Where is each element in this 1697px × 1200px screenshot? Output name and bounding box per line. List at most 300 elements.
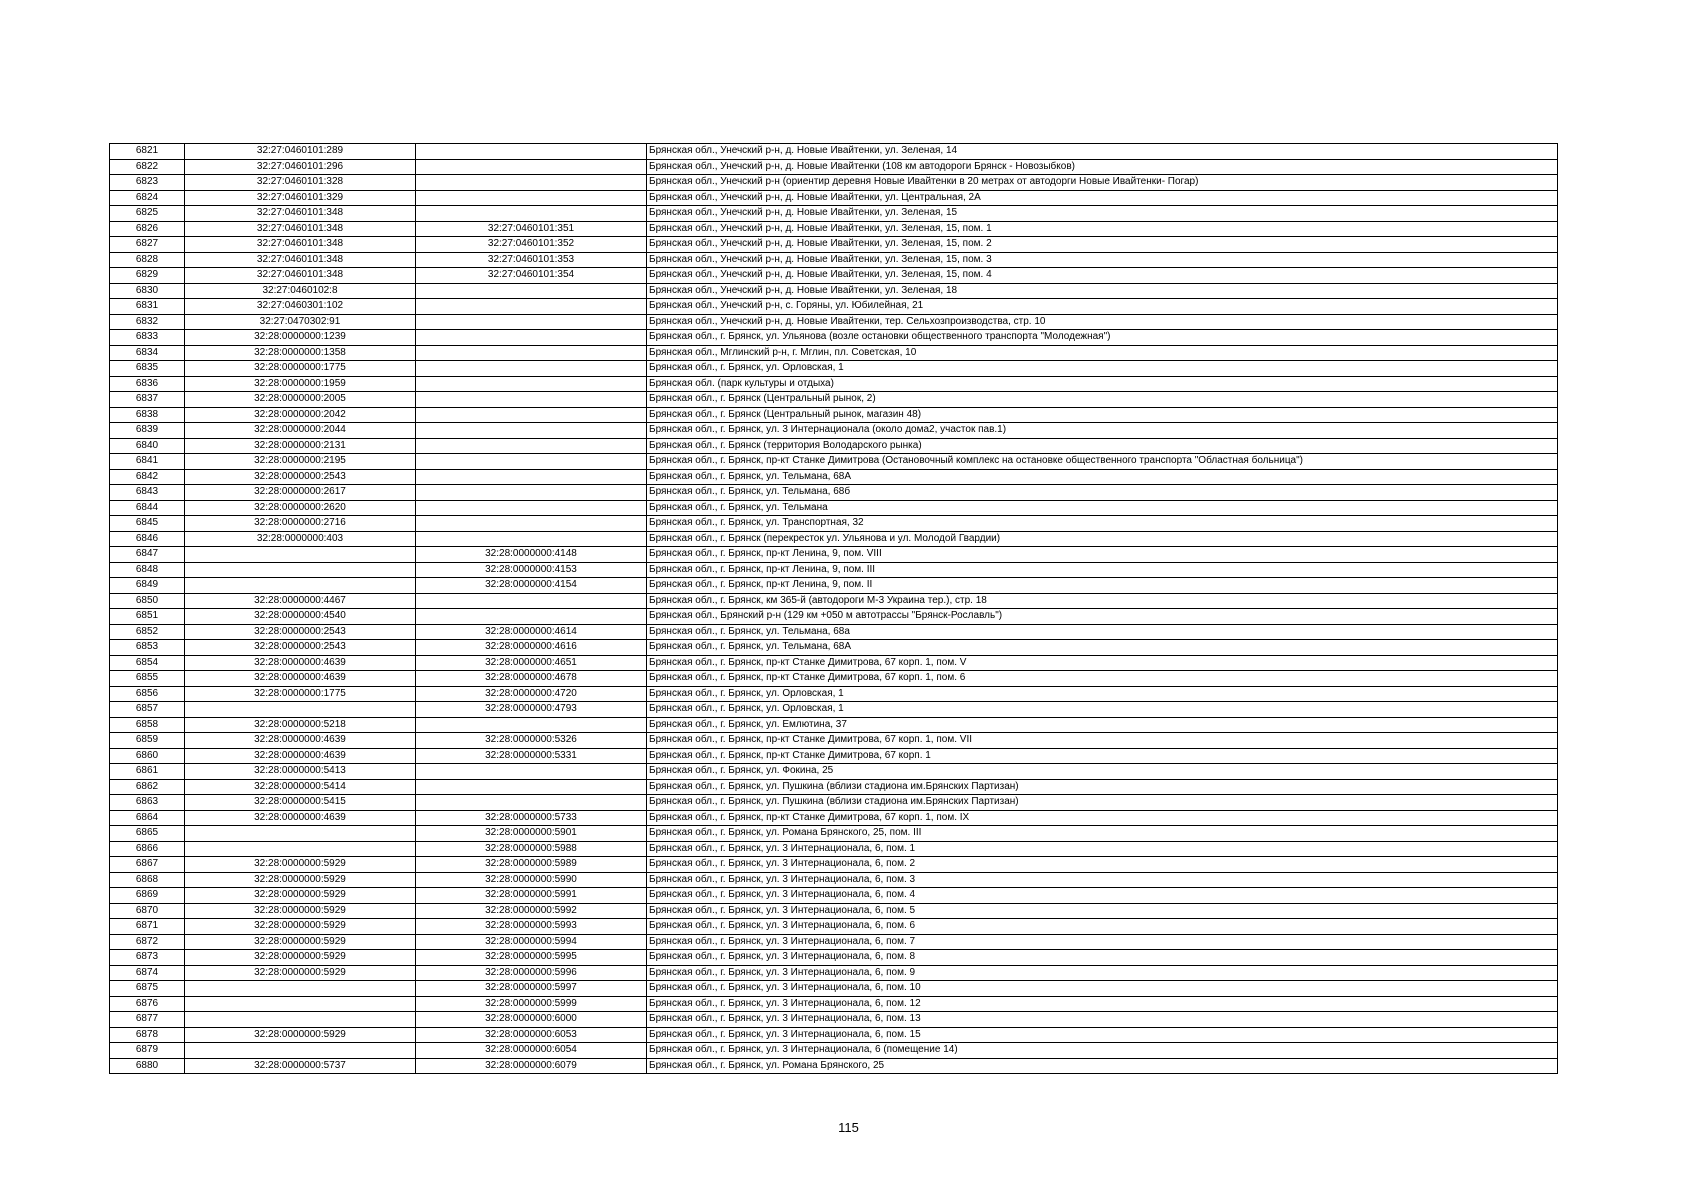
- address-cell: Брянская обл., Унечский р-н, д. Новые Ивайтенки, ул. Зеленая, 14: [647, 144, 1558, 160]
- address-cell: Брянская обл., г. Брянск, ул. Емлютина, 37: [647, 717, 1558, 733]
- address-cell: Брянская обл., Унечский р-н, д. Новые Ивайтенки, тер. Сельхозпроизводства, стр. 10: [647, 314, 1558, 330]
- row-number-cell: 6880: [110, 1058, 185, 1074]
- cadastral-number-cell: 32:28:0000000:5218: [185, 717, 416, 733]
- table-row: [110, 268, 1558, 284]
- cadastral-number-cell: 32:28:0000000:2195: [185, 454, 416, 470]
- cadastral-number-cell: 32:28:0000000:4639: [185, 733, 416, 749]
- row-number-cell: 6862: [110, 779, 185, 795]
- address-cell: Брянская обл., г. Брянск, ул. 3 Интернационала (около дома2, участок пав.1): [647, 423, 1558, 439]
- row-number-cell: 6869: [110, 888, 185, 904]
- address-cell: Брянская обл., г. Брянск, ул. Пушкина (вблизи стадиона им.Брянских Партизан): [647, 779, 1558, 795]
- cadastral-number-cell: 32:28:0000000:2543: [185, 624, 416, 640]
- object-cadastral-number-cell: 32:28:0000000:5995: [416, 950, 647, 966]
- row-number-cell: 6856: [110, 686, 185, 702]
- object-cadastral-number-cell: 32:28:0000000:5996: [416, 965, 647, 981]
- object-cadastral-number-cell: [416, 454, 647, 470]
- row-number-cell: 6848: [110, 562, 185, 578]
- address-cell: Брянская обл., Унечский р-н, д. Новые Ивайтенки, ул. Зеленая, 15, пом. 4: [647, 268, 1558, 284]
- object-cadastral-number-cell: 32:27:0460101:352: [416, 237, 647, 253]
- table-row: [110, 159, 1558, 175]
- row-number-cell: 6831: [110, 299, 185, 315]
- table-row: [110, 748, 1558, 764]
- cadastral-number-cell: [185, 1012, 416, 1028]
- row-number-cell: 6842: [110, 469, 185, 485]
- address-cell: Брянская обл., г. Брянск, пр-кт Станке Димитрова, 67 корп. 1, пом. VII: [647, 733, 1558, 749]
- cadastral-number-cell: 32:27:0460101:348: [185, 237, 416, 253]
- address-cell: Брянская обл., г. Брянск, ул. 3 Интернационала, 6, пом. 7: [647, 934, 1558, 950]
- table-row: [110, 624, 1558, 640]
- address-cell: Брянская обл., г. Брянск, ул. Пушкина (вблизи стадиона им.Брянских Партизан): [647, 795, 1558, 811]
- object-cadastral-number-cell: 32:27:0460101:354: [416, 268, 647, 284]
- table-row: [110, 872, 1558, 888]
- table-row: [110, 376, 1558, 392]
- object-cadastral-number-cell: 32:28:0000000:4651: [416, 655, 647, 671]
- table-row: [110, 547, 1558, 563]
- address-cell: Брянская обл., г. Брянск, ул. 3 Интернационала, 6, пом. 6: [647, 919, 1558, 935]
- address-cell: Брянская обл., г. Брянск (Центральный рынок, магазин 48): [647, 407, 1558, 423]
- cadastral-number-cell: 32:28:0000000:5929: [185, 919, 416, 935]
- cadastral-number-cell: 32:28:0000000:5929: [185, 965, 416, 981]
- object-cadastral-number-cell: [416, 392, 647, 408]
- object-cadastral-number-cell: [416, 423, 647, 439]
- object-cadastral-number-cell: 32:28:0000000:4793: [416, 702, 647, 718]
- row-number-cell: 6849: [110, 578, 185, 594]
- object-cadastral-number-cell: 32:28:0000000:5997: [416, 981, 647, 997]
- row-number-cell: 6873: [110, 950, 185, 966]
- cadastral-number-cell: 32:28:0000000:5929: [185, 934, 416, 950]
- row-number-cell: 6822: [110, 159, 185, 175]
- row-number-cell: 6836: [110, 376, 185, 392]
- cadastral-number-cell: 32:28:0000000:5929: [185, 872, 416, 888]
- address-cell: Брянская обл., г. Брянск (Центральный рынок, 2): [647, 392, 1558, 408]
- table-row: [110, 469, 1558, 485]
- cadastral-number-cell: 32:28:0000000:5415: [185, 795, 416, 811]
- table-row: [110, 516, 1558, 532]
- address-cell: Брянская обл., г. Брянск, ул. Тельмана, 68А: [647, 469, 1558, 485]
- row-number-cell: 6863: [110, 795, 185, 811]
- cadastral-number-cell: [185, 981, 416, 997]
- row-number-cell: 6852: [110, 624, 185, 640]
- registry-table: [109, 143, 1558, 1074]
- cadastral-number-cell: 32:28:0000000:5414: [185, 779, 416, 795]
- cadastral-number-cell: 32:28:0000000:4639: [185, 655, 416, 671]
- object-cadastral-number-cell: [416, 609, 647, 625]
- address-cell: Брянская обл., Брянский р-н (129 км +050 м автотрассы "Брянск-Рославль"): [647, 609, 1558, 625]
- object-cadastral-number-cell: 32:28:0000000:5331: [416, 748, 647, 764]
- cadastral-number-cell: 32:28:0000000:5929: [185, 950, 416, 966]
- table-row: [110, 686, 1558, 702]
- cadastral-number-cell: [185, 562, 416, 578]
- address-cell: Брянская обл., г. Брянск, ул. 3 Интернационала, 6, пом. 13: [647, 1012, 1558, 1028]
- cadastral-number-cell: 32:27:0460101:348: [185, 268, 416, 284]
- address-cell: Брянская обл., Мглинский р-н, г. Мглин, пл. Советская, 10: [647, 345, 1558, 361]
- object-cadastral-number-cell: 32:28:0000000:6000: [416, 1012, 647, 1028]
- cadastral-number-cell: 32:27:0460301:102: [185, 299, 416, 315]
- cadastral-number-cell: 32:28:0000000:5737: [185, 1058, 416, 1074]
- object-cadastral-number-cell: 32:27:0460101:353: [416, 252, 647, 268]
- object-cadastral-number-cell: 32:28:0000000:5733: [416, 810, 647, 826]
- cadastral-number-cell: 32:28:0000000:1775: [185, 686, 416, 702]
- cadastral-number-cell: [185, 841, 416, 857]
- table-body: [110, 144, 1558, 1074]
- address-cell: Брянская обл., г. Брянск (территория Володарского рынка): [647, 438, 1558, 454]
- cadastral-number-cell: 32:28:0000000:403: [185, 531, 416, 547]
- row-number-cell: 6871: [110, 919, 185, 935]
- table-row: [110, 919, 1558, 935]
- row-number-cell: 6878: [110, 1027, 185, 1043]
- table-row: [110, 578, 1558, 594]
- cadastral-number-cell: 32:28:0000000:4639: [185, 810, 416, 826]
- row-number-cell: 6826: [110, 221, 185, 237]
- table-row: [110, 392, 1558, 408]
- row-number-cell: 6844: [110, 500, 185, 516]
- address-cell: Брянская обл., г. Брянск, ул. 3 Интернационала, 6, пом. 4: [647, 888, 1558, 904]
- object-cadastral-number-cell: 32:28:0000000:5999: [416, 996, 647, 1012]
- cadastral-number-cell: 32:28:0000000:2617: [185, 485, 416, 501]
- object-cadastral-number-cell: [416, 299, 647, 315]
- table-row: [110, 221, 1558, 237]
- table-row: [110, 733, 1558, 749]
- object-cadastral-number-cell: [416, 407, 647, 423]
- table-row: [110, 795, 1558, 811]
- row-number-cell: 6877: [110, 1012, 185, 1028]
- address-cell: Брянская обл., г. Брянск, ул. 3 Интернационала, 6, пом. 10: [647, 981, 1558, 997]
- cadastral-number-cell: 32:28:0000000:1239: [185, 330, 416, 346]
- table-row: [110, 144, 1558, 160]
- row-number-cell: 6864: [110, 810, 185, 826]
- address-cell: Брянская обл., г. Брянск, ул. Фокина, 25: [647, 764, 1558, 780]
- cadastral-number-cell: 32:28:0000000:5929: [185, 888, 416, 904]
- cadastral-number-cell: 32:28:0000000:2131: [185, 438, 416, 454]
- object-cadastral-number-cell: [416, 438, 647, 454]
- address-cell: Брянская обл., г. Брянск, пр-кт Ленина, 9, пом. II: [647, 578, 1558, 594]
- address-cell: Брянская обл., Унечский р-н, д. Новые Ивайтенки, ул. Зеленая, 15, пом. 3: [647, 252, 1558, 268]
- row-number-cell: 6850: [110, 593, 185, 609]
- object-cadastral-number-cell: [416, 516, 647, 532]
- address-cell: Брянская обл., г. Брянск, пр-кт Ленина, 9, пом. III: [647, 562, 1558, 578]
- address-cell: Брянская обл., г. Брянск, пр-кт Станке Димитрова, 67 корп. 1: [647, 748, 1558, 764]
- address-cell: Брянская обл., г. Брянск, ул. Тельмана, 68А: [647, 640, 1558, 656]
- cadastral-number-cell: 32:27:0460102:8: [185, 283, 416, 299]
- table-row: [110, 640, 1558, 656]
- cadastral-number-cell: 32:27:0460101:348: [185, 252, 416, 268]
- object-cadastral-number-cell: [416, 283, 647, 299]
- cadastral-number-cell: 32:28:0000000:5929: [185, 903, 416, 919]
- row-number-cell: 6860: [110, 748, 185, 764]
- row-number-cell: 6837: [110, 392, 185, 408]
- cadastral-number-cell: [185, 547, 416, 563]
- table-row: [110, 206, 1558, 222]
- row-number-cell: 6834: [110, 345, 185, 361]
- object-cadastral-number-cell: 32:28:0000000:6079: [416, 1058, 647, 1074]
- object-cadastral-number-cell: [416, 345, 647, 361]
- address-cell: Брянская обл., Унечский р-н (ориентир деревня Новые Ивайтенки в 20 метрах от автодорги Новые Ивайтенки- Погар): [647, 175, 1558, 191]
- table-row: [110, 609, 1558, 625]
- row-number-cell: 6846: [110, 531, 185, 547]
- table-row: [110, 841, 1558, 857]
- object-cadastral-number-cell: 32:28:0000000:6054: [416, 1043, 647, 1059]
- row-number-cell: 6859: [110, 733, 185, 749]
- cadastral-number-cell: 32:28:0000000:2005: [185, 392, 416, 408]
- cadastral-number-cell: [185, 1043, 416, 1059]
- object-cadastral-number-cell: [416, 485, 647, 501]
- object-cadastral-number-cell: [416, 764, 647, 780]
- table-row: [110, 252, 1558, 268]
- address-cell: Брянская обл., Унечский р-н, д. Новые Ивайтенки, ул. Центральная, 2А: [647, 190, 1558, 206]
- address-cell: Брянская обл., г. Брянск, ул. Орловская, 1: [647, 361, 1558, 377]
- row-number-cell: 6828: [110, 252, 185, 268]
- object-cadastral-number-cell: 32:28:0000000:4148: [416, 547, 647, 563]
- object-cadastral-number-cell: [416, 500, 647, 516]
- cadastral-number-cell: 32:27:0460101:289: [185, 144, 416, 160]
- cadastral-number-cell: 32:28:0000000:2044: [185, 423, 416, 439]
- object-cadastral-number-cell: [416, 206, 647, 222]
- address-cell: Брянская обл., г. Брянск, ул. 3 Интернационала, 6, пом. 15: [647, 1027, 1558, 1043]
- object-cadastral-number-cell: 32:28:0000000:4154: [416, 578, 647, 594]
- table-row: [110, 562, 1558, 578]
- row-number-cell: 6866: [110, 841, 185, 857]
- cadastral-number-cell: 32:28:0000000:2543: [185, 640, 416, 656]
- cadastral-number-cell: 32:27:0460101:348: [185, 206, 416, 222]
- address-cell: Брянская обл., г. Брянск, пр-кт Станке Димитрова, 67 корп. 1, пом. IX: [647, 810, 1558, 826]
- row-number-cell: 6845: [110, 516, 185, 532]
- address-cell: Брянская обл., г. Брянск, ул. Орловская, 1: [647, 702, 1558, 718]
- object-cadastral-number-cell: 32:28:0000000:5991: [416, 888, 647, 904]
- table-row: [110, 531, 1558, 547]
- address-cell: Брянская обл., г. Брянск, ул. 3 Интернационала, 6, пом. 9: [647, 965, 1558, 981]
- row-number-cell: 6830: [110, 283, 185, 299]
- object-cadastral-number-cell: 32:27:0460101:351: [416, 221, 647, 237]
- row-number-cell: 6865: [110, 826, 185, 842]
- object-cadastral-number-cell: 32:28:0000000:5993: [416, 919, 647, 935]
- table-row: [110, 361, 1558, 377]
- row-number-cell: 6855: [110, 671, 185, 687]
- row-number-cell: 6838: [110, 407, 185, 423]
- row-number-cell: 6829: [110, 268, 185, 284]
- object-cadastral-number-cell: 32:28:0000000:5990: [416, 872, 647, 888]
- address-cell: Брянская обл., г. Брянск, пр-кт Станке Димитрова (Остановочный комплекс на остановке общественного транспорта "Областная больница"): [647, 454, 1558, 470]
- table-row: [110, 423, 1558, 439]
- row-number-cell: 6825: [110, 206, 185, 222]
- table-row: [110, 717, 1558, 733]
- cadastral-number-cell: 32:28:0000000:2620: [185, 500, 416, 516]
- cadastral-number-cell: 32:28:0000000:1775: [185, 361, 416, 377]
- table-row: [110, 950, 1558, 966]
- cadastral-number-cell: 32:28:0000000:1959: [185, 376, 416, 392]
- cadastral-number-cell: 32:28:0000000:4540: [185, 609, 416, 625]
- row-number-cell: 6872: [110, 934, 185, 950]
- cadastral-number-cell: 32:28:0000000:5929: [185, 857, 416, 873]
- row-number-cell: 6839: [110, 423, 185, 439]
- object-cadastral-number-cell: [416, 469, 647, 485]
- object-cadastral-number-cell: [416, 314, 647, 330]
- table-row: [110, 299, 1558, 315]
- address-cell: Брянская обл., г. Брянск (перекресток ул. Ульянова и ул. Молодой Гвардии): [647, 531, 1558, 547]
- object-cadastral-number-cell: [416, 144, 647, 160]
- table-row: [110, 702, 1558, 718]
- address-cell: Брянская обл., г. Брянск, ул. Романа Брянского, 25: [647, 1058, 1558, 1074]
- table-row: [110, 1043, 1558, 1059]
- row-number-cell: 6874: [110, 965, 185, 981]
- row-number-cell: 6832: [110, 314, 185, 330]
- cadastral-number-cell: 32:27:0460101:328: [185, 175, 416, 191]
- address-cell: Брянская обл., г. Брянск, ул. Тельмана, 68а: [647, 624, 1558, 640]
- row-number-cell: 6867: [110, 857, 185, 873]
- cadastral-number-cell: 32:27:0470302:91: [185, 314, 416, 330]
- table-row: [110, 283, 1558, 299]
- address-cell: Брянская обл., г. Брянск, пр-кт Ленина, 9, пом. VIII: [647, 547, 1558, 563]
- row-number-cell: 6853: [110, 640, 185, 656]
- cadastral-number-cell: [185, 702, 416, 718]
- page-number: 115: [838, 1120, 859, 1135]
- table-row: [110, 314, 1558, 330]
- address-cell: Брянская обл., г. Брянск, ул. 3 Интернационала, 6, пом. 8: [647, 950, 1558, 966]
- cadastral-number-cell: 32:28:0000000:2543: [185, 469, 416, 485]
- address-cell: Брянская обл. (парк культуры и отдыха): [647, 376, 1558, 392]
- row-number-cell: 6858: [110, 717, 185, 733]
- row-number-cell: 6833: [110, 330, 185, 346]
- table-row: [110, 454, 1558, 470]
- cadastral-number-cell: [185, 578, 416, 594]
- cadastral-number-cell: 32:28:0000000:4639: [185, 671, 416, 687]
- table-row: [110, 671, 1558, 687]
- cadastral-number-cell: 32:27:0460101:348: [185, 221, 416, 237]
- address-cell: Брянская обл., г. Брянск, ул. Ульянова (возле остановки общественного транспорта "Молодежная"): [647, 330, 1558, 346]
- table-row: [110, 810, 1558, 826]
- object-cadastral-number-cell: [416, 779, 647, 795]
- address-cell: Брянская обл., г. Брянск, ул. Тельмана: [647, 500, 1558, 516]
- row-number-cell: 6843: [110, 485, 185, 501]
- table-row: [110, 500, 1558, 516]
- address-cell: Брянская обл., Унечский р-н, с. Горяны, ул. Юбилейная, 21: [647, 299, 1558, 315]
- address-cell: Брянская обл., Унечский р-н, д. Новые Ивайтенки (108 км автодороги Брянск - Новозыбков): [647, 159, 1558, 175]
- table-row: [110, 934, 1558, 950]
- object-cadastral-number-cell: [416, 159, 647, 175]
- address-cell: Брянская обл., г. Брянск, ул. 3 Интернационала, 6, пом. 2: [647, 857, 1558, 873]
- address-cell: Брянская обл., Унечский р-н, д. Новые Ивайтенки, ул. Зеленая, 15, пом. 1: [647, 221, 1558, 237]
- cadastral-number-cell: 32:28:0000000:2042: [185, 407, 416, 423]
- row-number-cell: 6870: [110, 903, 185, 919]
- table-row: [110, 655, 1558, 671]
- row-number-cell: 6847: [110, 547, 185, 563]
- table-row: [110, 1058, 1558, 1074]
- table-row: [110, 888, 1558, 904]
- object-cadastral-number-cell: 32:28:0000000:6053: [416, 1027, 647, 1043]
- row-number-cell: 6821: [110, 144, 185, 160]
- row-number-cell: 6861: [110, 764, 185, 780]
- table-row: [110, 175, 1558, 191]
- object-cadastral-number-cell: [416, 190, 647, 206]
- object-cadastral-number-cell: 32:28:0000000:4616: [416, 640, 647, 656]
- table-row: [110, 1012, 1558, 1028]
- address-cell: Брянская обл., г. Брянск, ул. Тельмана, 68б: [647, 485, 1558, 501]
- address-cell: Брянская обл., Унечский р-н, д. Новые Ивайтенки, ул. Зеленая, 18: [647, 283, 1558, 299]
- object-cadastral-number-cell: 32:28:0000000:4720: [416, 686, 647, 702]
- object-cadastral-number-cell: 32:28:0000000:5994: [416, 934, 647, 950]
- address-cell: Брянская обл., г. Брянск, ул. 3 Интернационала, 6, пом. 12: [647, 996, 1558, 1012]
- address-cell: Брянская обл., г. Брянск, ул. Транспортная, 32: [647, 516, 1558, 532]
- address-cell: Брянская обл., г. Брянск, ул. 3 Интернационала, 6, пом. 3: [647, 872, 1558, 888]
- row-number-cell: 6841: [110, 454, 185, 470]
- address-cell: Брянская обл., г. Брянск, пр-кт Станке Димитрова, 67 корп. 1, пом. V: [647, 655, 1558, 671]
- table-row: [110, 1027, 1558, 1043]
- table-row: [110, 996, 1558, 1012]
- table-row: [110, 190, 1558, 206]
- row-number-cell: 6835: [110, 361, 185, 377]
- address-cell: Брянская обл., г. Брянск, ул. 3 Интернационала, 6 (помещение 14): [647, 1043, 1558, 1059]
- object-cadastral-number-cell: 32:28:0000000:5326: [416, 733, 647, 749]
- table-row: [110, 593, 1558, 609]
- row-number-cell: 6879: [110, 1043, 185, 1059]
- address-cell: Брянская обл., Унечский р-н, д. Новые Ивайтенки, ул. Зеленая, 15: [647, 206, 1558, 222]
- object-cadastral-number-cell: [416, 175, 647, 191]
- object-cadastral-number-cell: [416, 361, 647, 377]
- address-cell: Брянская обл., г. Брянск, км 365-й (автодороги М-3 Украина тер.), стр. 18: [647, 593, 1558, 609]
- object-cadastral-number-cell: 32:28:0000000:5901: [416, 826, 647, 842]
- object-cadastral-number-cell: [416, 593, 647, 609]
- object-cadastral-number-cell: 32:28:0000000:5988: [416, 841, 647, 857]
- address-cell: Брянская обл., г. Брянск, ул. 3 Интернационала, 6, пом. 1: [647, 841, 1558, 857]
- row-number-cell: 6875: [110, 981, 185, 997]
- object-cadastral-number-cell: 32:28:0000000:5992: [416, 903, 647, 919]
- row-number-cell: 6854: [110, 655, 185, 671]
- table-row: [110, 857, 1558, 873]
- object-cadastral-number-cell: [416, 531, 647, 547]
- object-cadastral-number-cell: 32:28:0000000:4153: [416, 562, 647, 578]
- object-cadastral-number-cell: [416, 330, 647, 346]
- cadastral-number-cell: [185, 996, 416, 1012]
- row-number-cell: 6824: [110, 190, 185, 206]
- object-cadastral-number-cell: [416, 376, 647, 392]
- cadastral-number-cell: 32:27:0460101:296: [185, 159, 416, 175]
- cadastral-number-cell: 32:28:0000000:5413: [185, 764, 416, 780]
- table-row: [110, 345, 1558, 361]
- table-row: [110, 764, 1558, 780]
- row-number-cell: 6857: [110, 702, 185, 718]
- object-cadastral-number-cell: 32:28:0000000:4678: [416, 671, 647, 687]
- cadastral-number-cell: 32:28:0000000:1358: [185, 345, 416, 361]
- cadastral-number-cell: 32:28:0000000:2716: [185, 516, 416, 532]
- table-row: [110, 903, 1558, 919]
- row-number-cell: 6876: [110, 996, 185, 1012]
- object-cadastral-number-cell: 32:28:0000000:4614: [416, 624, 647, 640]
- table-row: [110, 438, 1558, 454]
- table-row: [110, 407, 1558, 423]
- row-number-cell: 6827: [110, 237, 185, 253]
- address-cell: Брянская обл., г. Брянск, ул. Романа Брянского, 25, пом. III: [647, 826, 1558, 842]
- table-row: [110, 826, 1558, 842]
- object-cadastral-number-cell: [416, 717, 647, 733]
- cadastral-number-cell: 32:27:0460101:329: [185, 190, 416, 206]
- object-cadastral-number-cell: [416, 795, 647, 811]
- address-cell: Брянская обл., г. Брянск, ул. 3 Интернационала, 6, пом. 5: [647, 903, 1558, 919]
- address-cell: Брянская обл., г. Брянск, ул. Орловская, 1: [647, 686, 1558, 702]
- address-cell: Брянская обл., Унечский р-н, д. Новые Ивайтенки, ул. Зеленая, 15, пом. 2: [647, 237, 1558, 253]
- address-cell: Брянская обл., г. Брянск, пр-кт Станке Димитрова, 67 корп. 1, пом. 6: [647, 671, 1558, 687]
- row-number-cell: 6840: [110, 438, 185, 454]
- cadastral-number-cell: 32:28:0000000:5929: [185, 1027, 416, 1043]
- table-row: [110, 965, 1558, 981]
- table-row: [110, 237, 1558, 253]
- row-number-cell: 6868: [110, 872, 185, 888]
- row-number-cell: 6823: [110, 175, 185, 191]
- object-cadastral-number-cell: 32:28:0000000:5989: [416, 857, 647, 873]
- cadastral-number-cell: 32:28:0000000:4467: [185, 593, 416, 609]
- table-row: [110, 981, 1558, 997]
- table-row: [110, 779, 1558, 795]
- cadastral-number-cell: [185, 826, 416, 842]
- row-number-cell: 6851: [110, 609, 185, 625]
